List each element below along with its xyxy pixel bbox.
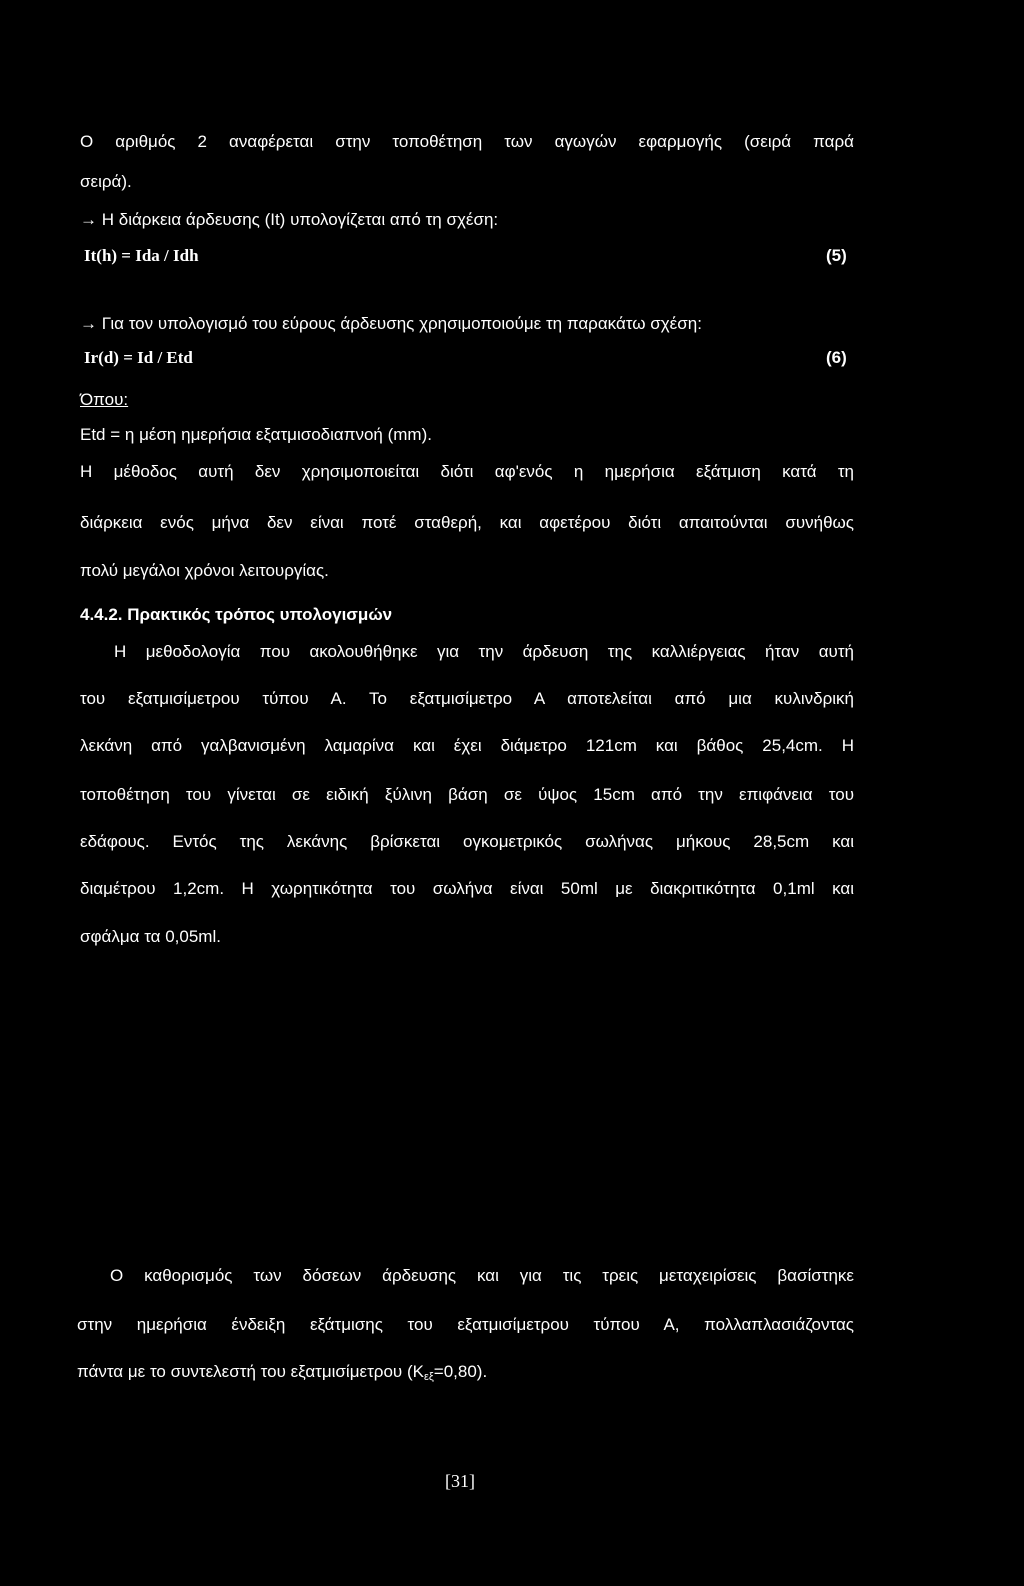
bullet-text: Για τον υπολογισμό του εύρους άρδευσης χρησιμοποιούμε τη παρακάτω σχέση: [101, 314, 702, 333]
paragraph-line: σφάλμα τα 0,05ml. [80, 927, 221, 946]
etd-definition: Etd = η μέση ημερήσια εξατμισοδιαπνοή (mm). [80, 425, 432, 444]
paragraph-line: πολύ μεγάλοι χρόνοι λειτουργίας. [80, 561, 329, 580]
equation-6: Ir(d) = Id / Etd [84, 348, 193, 367]
equation-5: It(h) = Ida / Idh [84, 246, 199, 265]
paragraph-line [77, 1361, 487, 1388]
bullet-text: Η διάρκεια άρδευσης (It) υπολογίζεται από τη σχέση: [101, 210, 499, 229]
paragraph-line: στην ημερήσια ένδειξη εξάτμισης του εξατμισίμετρου τύπου Α, πολλαπλασιάζοντας [77, 1315, 854, 1334]
paragraph-line: Ο αριθμός 2 αναφέρεται στην τοποθέτηση των αγωγών εφαρμογής (σειρά παρά [80, 132, 854, 151]
line-text: πάντα με το συντελεστή του εξατμισίμετρου (Κ [77, 1362, 424, 1381]
paragraph-line: τοποθέτηση του γίνεται σε ειδική ξύλινη βάση σε ύψος 15cm από την επιφάνεια του [80, 785, 854, 804]
paragraph-line: του εξατμισίμετρου τύπου Α. Το εξατμισίμετρο Α αποτελείται από μια κυλινδρική [80, 689, 854, 708]
arrow-icon: → [80, 210, 97, 229]
paragraph-line: εδάφους. Εντός της λεκάνης βρίσκεται ογκομετρικός σωλήνας μήκους 28,5cm και [80, 832, 854, 851]
equation-number-6: (6) [826, 348, 847, 367]
paragraph-line: σειρά). [80, 172, 132, 191]
paragraph-line: Ο καθορισμός των δόσεων άρδευσης και για τις τρεις μεταχειρίσεις βασίστηκε [110, 1266, 854, 1285]
where-label: Όπου: [80, 390, 129, 409]
paragraph-line: Η μέθοδος αυτή δεν χρησιμοποιείται διότι αφ'ενός η ημερήσια εξάτμιση κατά τη [80, 462, 854, 481]
bullet-item [80, 209, 498, 231]
bullet-item [80, 313, 702, 335]
equation-number-5: (5) [826, 246, 847, 265]
section-heading: 4.4.2. Πρακτικός τρόπος υπολογισμών [80, 605, 393, 624]
paragraph-line: Η μεθοδολογία που ακολουθήθηκε για την άρδευση της καλλιέργειας ήταν αυτή [114, 642, 854, 661]
page-number: [31] [445, 1471, 475, 1491]
coefficient-subscript: εξ [423, 1371, 434, 1383]
paragraph-line: λεκάνη από γαλβανισμένη λαμαρίνα και έχει διάμετρο 121cm και βάθος 25,4cm. Η [80, 736, 854, 755]
arrow-icon: → [80, 314, 97, 333]
line-text: =0,80). [433, 1362, 488, 1381]
paragraph-line: διαμέτρου 1,2cm. Η χωρητικότητα του σωλήνα είναι 50ml με διακριτικότητα 0,1ml και [80, 879, 854, 898]
paragraph-line: διάρκεια ενός μήνα δεν είναι ποτέ σταθερή, και αφετέρου διότι απαιτούνται συνήθως [80, 513, 854, 532]
